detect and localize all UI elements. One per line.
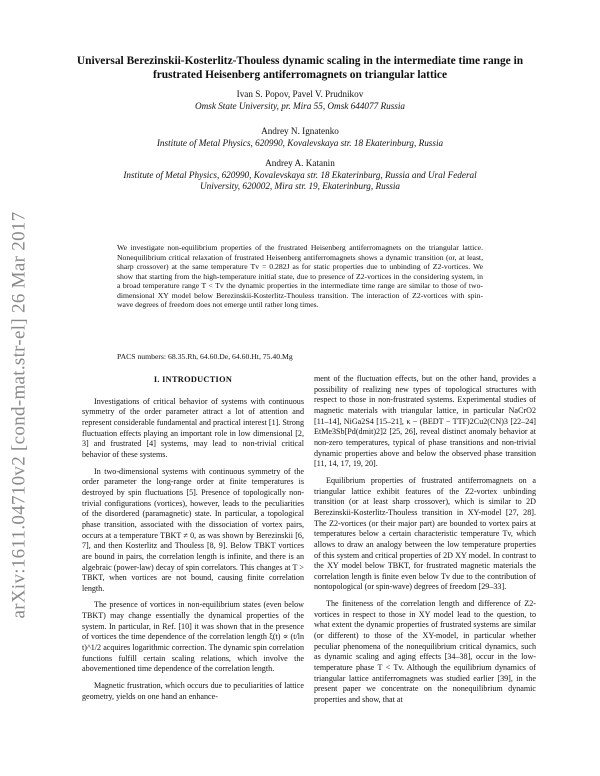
author-affiliation: Institute of Metal Physics, 620990, Kovalevskaya str. 18 Ekaterinburg, Russia and Ural Federal University, 620002, Mira str. 19, Ekaterinburg, Russia: [123, 169, 477, 191]
author-group-2: [60, 126, 540, 149]
abstract: We investigate non-equilibrium properties of the frustrated Heisenberg antiferromagnets on the triangular lattice. Nonequilibrium critical relaxation of frustrated Heisenberg antiferromagnets shows a dynamic transition (or, at least, sharp crossover) at the same temperature Tv = 0.282J as for static properties due to unbinding of Z2-vortices. We show that starting from the high-temperature initial state, due to presence of Z2-vortices in the considering system, in a broad temperature range T < Tv the dynamic properties in the intermediate time range are similar to those of two-dimensional XY model below Berezinskii-Kosterlitz-Thouless transition. The interaction of Z2-vortices with spin-wave degrees of freedom does not emerge until rather long times.: [117, 243, 483, 310]
paper-title: Universal Berezinskii-Kosterlitz-Thouless dynamic scaling in the intermediate time range in frustrated Heisenberg antiferromagnets on triangular lattice: [76, 55, 524, 81]
right-column: [314, 374, 536, 774]
author-affiliation: Institute of Metal Physics, 620990, Kovalevskaya str. 18 Ekaterinburg, Russia: [156, 137, 444, 148]
paragraph: Investigations of critical behavior of systems with continuous symmetry of the order parameter attract a lot of attention and represent considerable fundamental and practical interest [1]. Strong fluctuation effects playing an important role in low dimensional [2, 3] and frustrated [4] systems, may lead to non-trivial critical behavior of these systems.: [82, 396, 304, 459]
author-affiliation: Omsk State University, pr. Mira 55, Omsk 644077 Russia: [194, 100, 406, 111]
author-names: Andrey N. Ignatenko: [261, 126, 339, 136]
left-column: [82, 375, 304, 775]
pacs-numbers: PACS numbers: 68.35.Rh, 64.60.De, 64.60.Ht, 75.40.Mg: [117, 352, 293, 361]
author-group-1: [60, 89, 540, 112]
paragraph: The presence of vortices in non-equilibrium states (even below TBKT) may change essentially the dynamical properties of the system. In particular, in Ref. [10] it was shown that in the presence of vortices the time dependence of the correlation length ξ(t) ∝ (t/ln t)^1/2 acquires logarithmic correction. The dynamic spin correlation functions fulfill certain scaling relations, which involve the abovementioned time dependence of the correlation length.: [82, 600, 304, 674]
arxiv-identifier-text: arXiv:1611.04710v2 [cond-mat.str-el] 26 Mar 2017: [8, 211, 30, 619]
paragraph: The finiteness of the correlation length and difference of Z2-vortices in respect to those in XY model lead to the question, to what extent the dynamic properties of frustrated systems are similar (or different) to those of the XY-model, in particular whether peculiar phenomena of the nonequilibrium critical dynamics, such as dynamic scaling and aging effects [34–38], occur in the low-temperature phase T < Tv. Although the equilibrium dynamics of triangular lattice antiferromagnets was studied earlier [39], in the present paper we concentrate on the nonequilibrium dynamic properties and show, that at: [314, 599, 536, 705]
author-names: Andrey A. Katanin: [265, 158, 335, 168]
paragraph: Magnetic frustration, which occurs due to peculiarities of lattice geometry, yields on one hand an enhance-: [82, 681, 304, 701]
author-names: Ivan S. Popov, Pavel V. Prudnikov: [236, 89, 364, 99]
author-group-3: [110, 158, 490, 193]
paragraph: ment of the fluctuation effects, but on the other hand, provides a possibility of realizing new types of topological structures with respect to those in non-frustrated systems. Experimental studies of magnetic materials with triangular lattice, in particular NaCrO2 [11–14], NiGa2S4 [15–21], κ − (BEDT − TTF)2Cu2(CN)3 [22–24] EtMe3Sb[Pd(dmit)2]2 [25, 26], reveal distinct anomaly behavior at non-zero temperatures, typical of phase transitions and non-trivial dynamic properties above and below the observed phase transition [11, 14, 17, 19, 20].: [314, 374, 536, 469]
section-heading: I. INTRODUCTION: [153, 375, 233, 384]
paragraph: Equilibrium properties of frustrated antiferromagnets on a triangular lattice exhibit features of the Z2-vortex unbinding transition (or at least sharp crossover), which is similar to 2D Berezinskii-Kosterlitz-Thouless transition in XY-model [27, 28]. The Z2-vortices (or their major part) are bounded to vortex pairs at temperatures below a certain characteristic temperature Tv, which allows to draw an analogy between the low temperature properties of this system and critical properties of 2D XY model. In contrast to the XY model below TBKT, for frustrated magnetic materials the correlation length is finite even below Tv due to the contribution of nontopological (or spin-wave) degrees of freedom [29–33].: [314, 475, 536, 592]
paragraph: In two-dimensional systems with continuous symmetry of the order parameter the long-range order at finite temperatures is destroyed by spin fluctuations [5]. Presence of topologically non-trivial configurations (vortices), however, leads to the peculiarities of the disordered (paramagnetic) state. In particular, a topological phase transition, associated with the dissociation of vortex pairs, occurs at a temperature TBKT ≠ 0, as was shown by Berezinskii [6, 7], and then Kosterlitz and Thouless [8, 9]. Below TBKT vortices are bound in pairs, the correlation length is infinite, and there is an algebraic (power-law) decay of spin correlators. This changes at T > TBKT, when vortices are not bound, causing finite correlation length.: [82, 466, 304, 593]
arxiv-identifier: [2, 190, 36, 640]
